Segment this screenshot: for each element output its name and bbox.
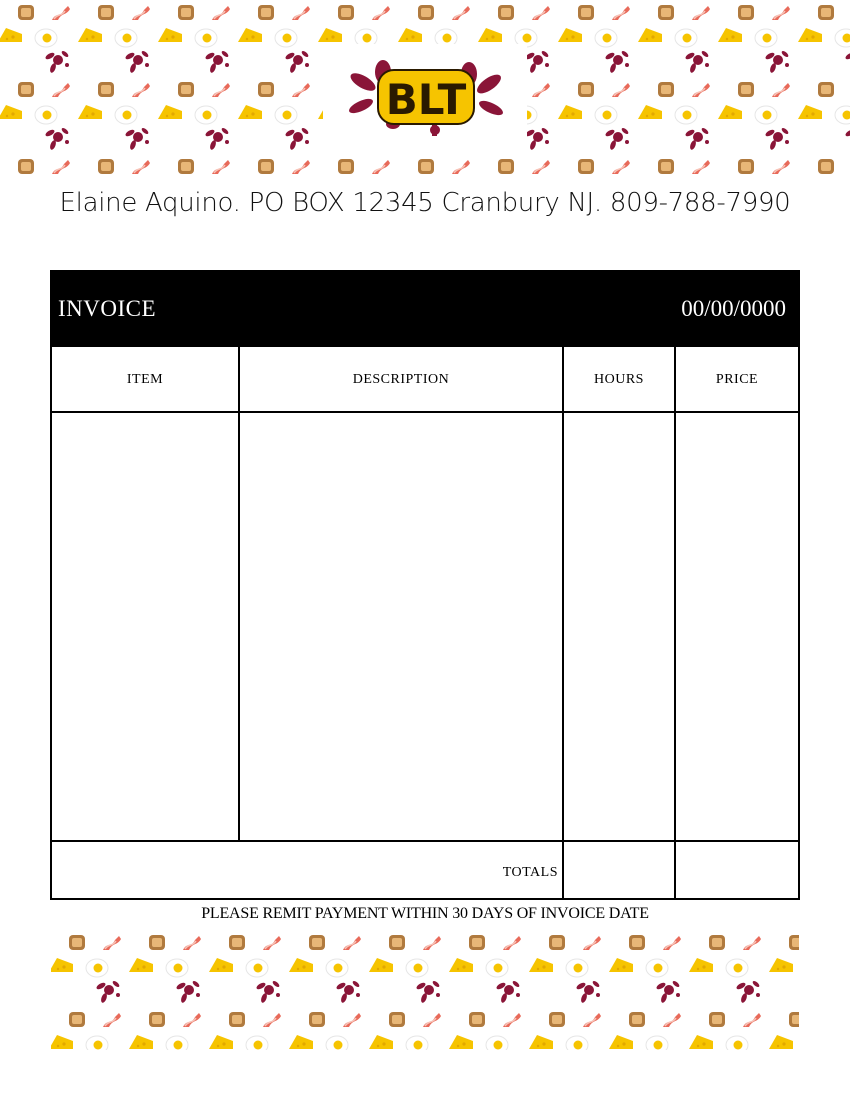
invoice-date: 00/00/0000 <box>681 296 786 321</box>
column-divider-1 <box>238 347 240 842</box>
logo-text: BLT <box>385 75 467 124</box>
blt-logo <box>323 44 527 150</box>
column-header-description: DESCRIPTION <box>352 372 450 387</box>
payment-terms-note: PLEASE REMIT PAYMENT WITHIN 30 DAYS OF INVOICE DATE <box>201 905 649 922</box>
invoice-header <box>52 272 798 347</box>
bottom-food-pattern <box>51 930 799 1050</box>
invoice-table <box>50 270 800 900</box>
column-divider-2 <box>562 347 564 900</box>
totals-label: TOTALS <box>502 865 558 880</box>
invoice-columns <box>52 347 798 898</box>
column-header-hours: HOURS <box>594 372 644 387</box>
column-divider-3 <box>674 347 676 900</box>
sender-address: Elaine Aquino. PO BOX 12345 Cranbury NJ. 809-788-7990 <box>59 188 791 218</box>
header-divider <box>52 411 798 413</box>
column-header-item: ITEM <box>126 372 164 387</box>
column-header-price: PRICE <box>715 372 759 387</box>
totals-divider <box>52 840 798 842</box>
invoice-title: INVOICE <box>58 296 157 321</box>
